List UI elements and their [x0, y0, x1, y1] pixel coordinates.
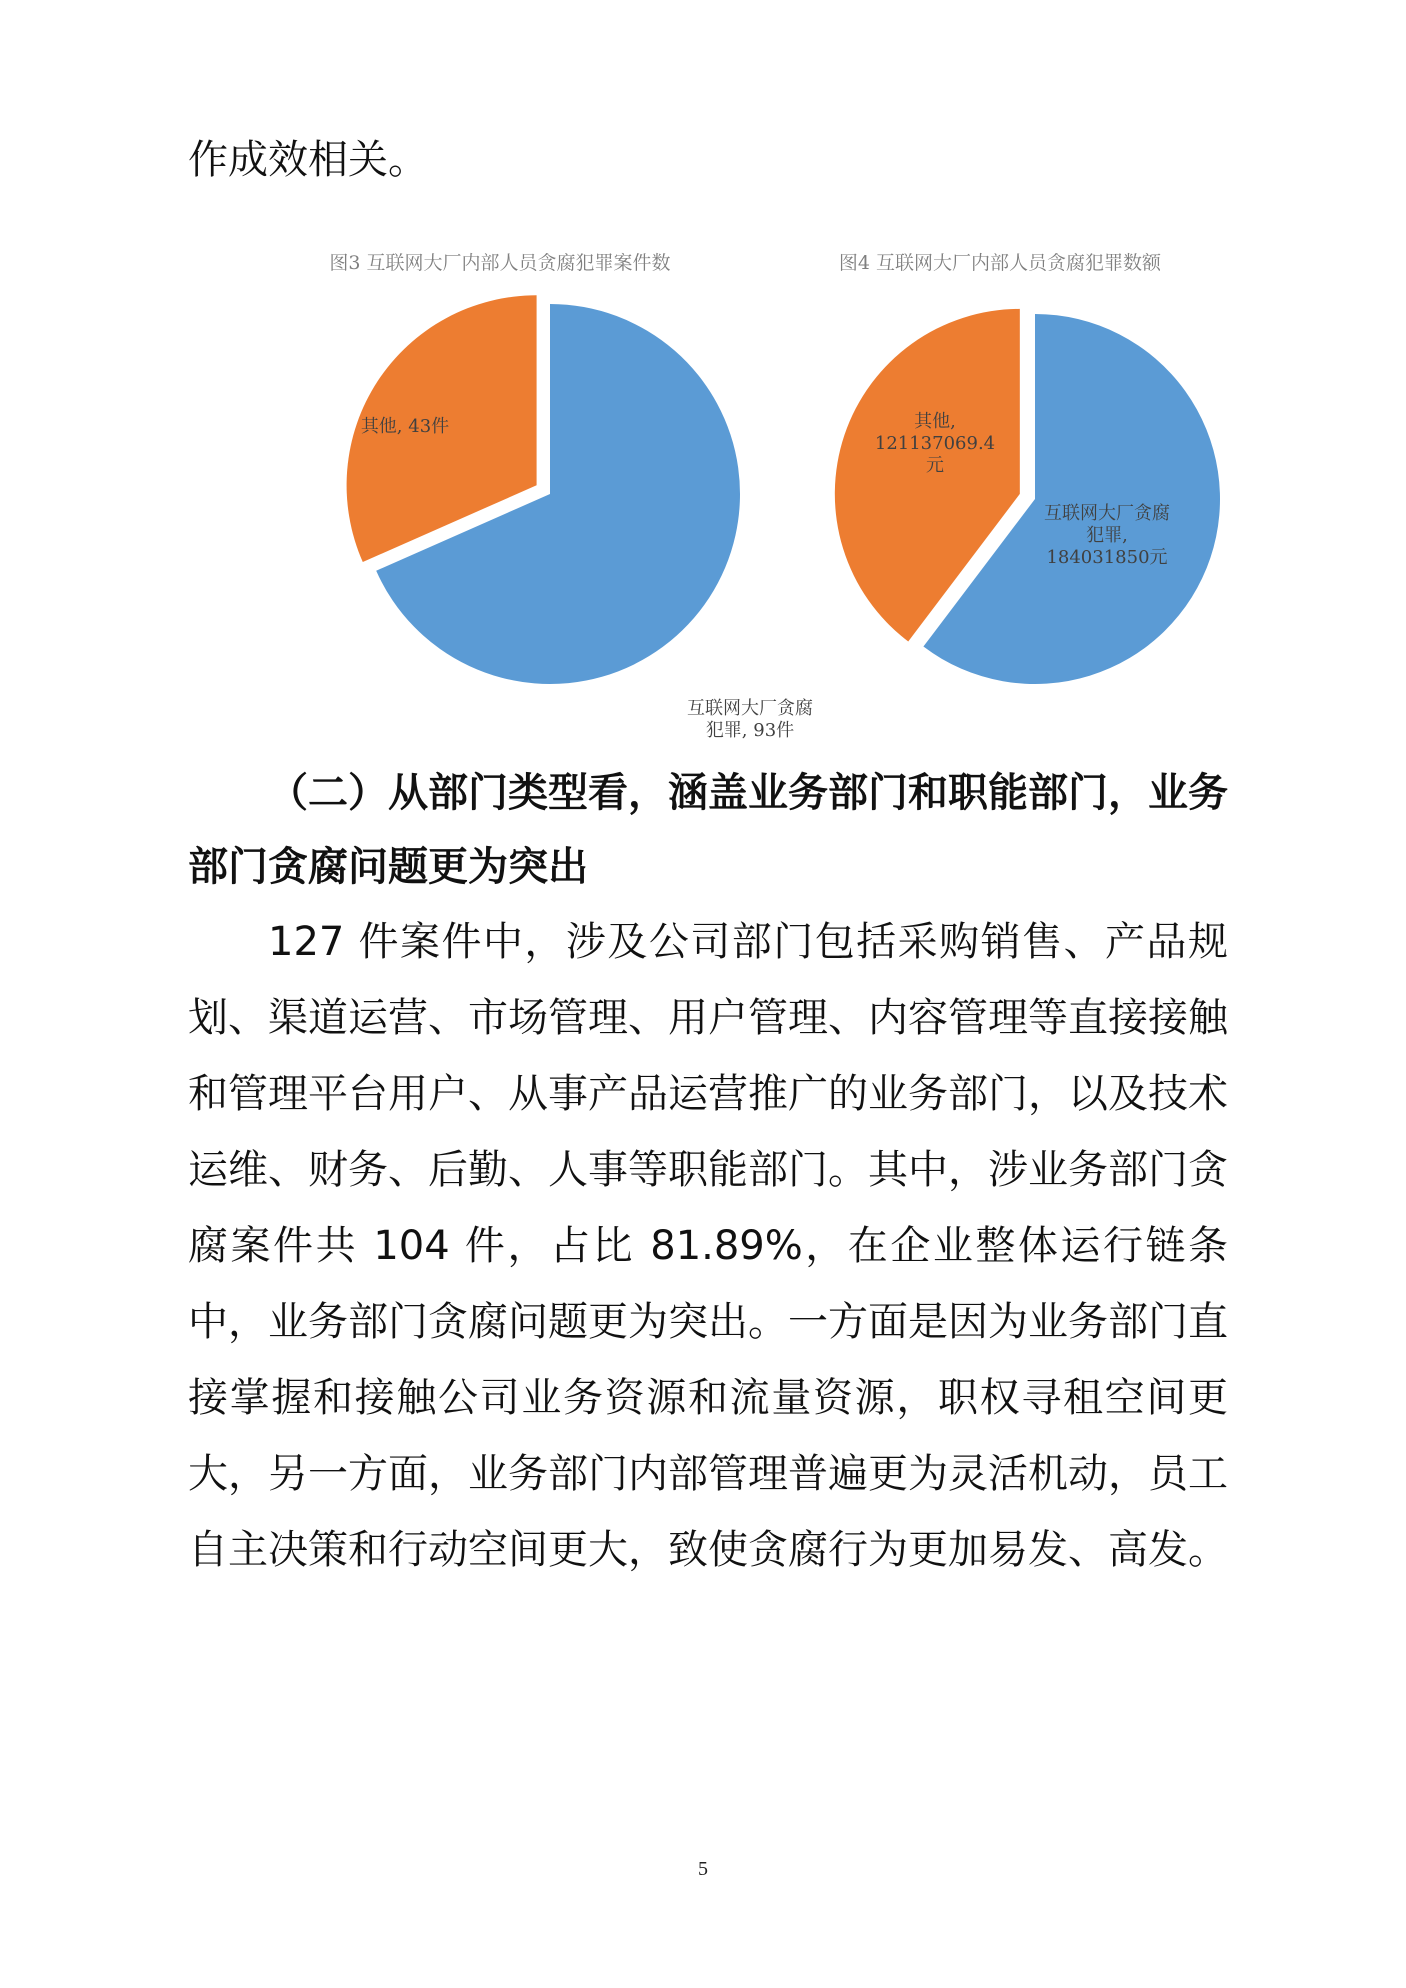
chart-title: 图3 互联网大厂内部人员贪腐犯罪案件数 — [329, 252, 671, 274]
page-number: 5 — [698, 1858, 708, 1880]
pie-chart-case-count — [230, 248, 813, 741]
pie-chart-amount — [760, 248, 1240, 678]
chart-title: 图4 互联网大厂内部人员贪腐犯罪数额 — [838, 252, 1162, 274]
pie-data-label: 其他, 121137069.4 元 — [874, 411, 996, 476]
pie-data-label: 互联网大厂贪腐犯罪, 184031850元 — [1044, 503, 1170, 568]
body-paragraph: 127 件案件中，涉及公司部门包括采购销售、产品规划、渠道运营、市场管理、用户管理、内容管理等直接接触和管理平台用户、从事产品运营推广的业务部门，以及技术运维、财务、后勤、人事等职能部门。其中，涉业务部门贪腐案件共 104 件，占比 81.89%，在企业整体运行链条中，业务部门贪腐问题更为突出。一方面是因为业务部门直接掌握和接触公司业务资源和流量资源，职权寻租空间更大，另一方面，业务部门内部管理普遍更为灵活机动，员工自主决策和行动空间更大，致使贪腐行为更加易发、高发。 — [188, 919, 1228, 1573]
pie-svg — [760, 284, 1240, 684]
pie-data-label: 互联网大厂贪腐犯罪, 93件 — [687, 698, 813, 741]
intro-line: 作成效相关。 — [188, 137, 428, 183]
pie-svg — [230, 284, 813, 741]
pie-data-label: 其他, 43件 — [360, 416, 450, 437]
section-heading: （二）从部门类型看，涵盖业务部门和职能部门，业务部门贪腐问题更为突出 — [188, 770, 1228, 890]
